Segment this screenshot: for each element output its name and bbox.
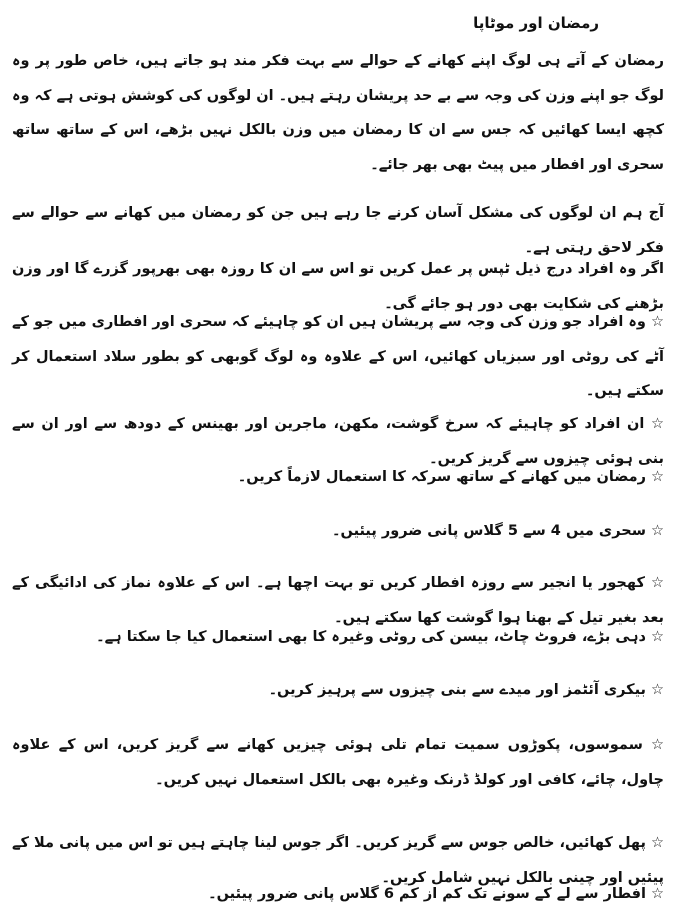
tip-item-dates: ☆ کھجور یا انجیر سے روزہ افطار کریں تو بہت اچھا ہے۔ اس کے علاوہ نماز کی ادائیگی کے بعد بغیر تیل کے بھنا ہوا گوشت کھا سکتے ہیں۔ <box>12 575 664 626</box>
article-title: رمضان اور موٹاپا <box>473 14 599 32</box>
tip-item-fruit: ☆ پھل کھائیں، خالص جوس سے گریز کریں۔ اگر جوس لینا چاہتے ہیں تو اس میں پانی ملا کے پیئیں اور چینی بالکل نہیں شامل کریں۔ <box>12 835 664 886</box>
tip-item-whole-wheat: ☆ وہ افراد جو وزن کی وجہ سے پریشان ہیں ان کو چاہیئے کہ سحری اور افطاری میں جو کے آٹے کی روٹی اور سبزیاں کھائیں، اس کے علاوہ وہ لوگ گوبھی کو بطور سلاد استعمال کر سکتے ہیں۔ <box>12 314 664 399</box>
tip-item-vinegar: ☆ رمضان میں کھانے کے ساتھ سرکہ کا استعمال لازماً کریں۔ <box>237 469 664 485</box>
paragraph-purpose: آج ہم ان لوگوں کی مشکل آسان کرنے جا رہے ہیں جن کو رمضان میں کھانے سے حوالے سے فکر لاحق رہتی ہے۔ <box>12 205 664 256</box>
tip-item-water-iftar: ☆ افطار سے لے کے سونے تک کم از کم 6 گلاس پانی ضرور پیئیں۔ <box>208 886 664 902</box>
paragraph-tips-intro: اگر وہ افراد درج ذیل ٹپس پر عمل کریں تو اس سے ان کا روزہ بھی بھرپور گزرے گا اور وزن بڑھنے کی شکایت بھی دور ہو جائے گی۔ <box>12 261 664 312</box>
tip-item-dahi-baray: ☆ دہی بڑے، فروٹ چاٹ، بیسن کی روٹی وغیرہ کا بھی استعمال کیا جا سکتا ہے۔ <box>96 629 664 645</box>
tip-item-red-meat: ☆ ان افراد کو چاہیئے کہ سرخ گوشت، مکھن، ماجرین اور بھینس کے دودھ سے اور ان سے بنی ہوئی چیزوں سے گریز کریں۔ <box>12 416 664 467</box>
tip-item-bakery: ☆ بیکری آئٹمز اور میدے سے بنی چیزوں سے پرہیز کریں۔ <box>268 682 664 698</box>
tip-item-water-sehri: ☆ سحری میں 4 سے 5 گلاس پانی ضرور پیئیں۔ <box>332 523 664 539</box>
intro-paragraph: رمضان کے آتے ہی لوگ اپنے کھانے کے حوالے سے بہت فکر مند ہو جاتے ہیں، خاص طور پر وہ لوگ جو اپنے وزن کی وجہ سے بے حد پریشان رہتے ہیں۔ ان لوگوں کی کوشش ہوتی ہے کہ وہ کچھ ایسا کھائیں کہ جس سے ان کا رمضان میں وزن بالکل نہیں بڑھے، اس کے ساتھ ساتھ سحری اور افطار میں پیٹ بھی بھر جائے۔ <box>12 53 664 173</box>
tip-item-fried-food: ☆ سموسوں، پکوڑوں سمیت تمام تلی ہوئی چیزیں کھانے سے گریز کریں، اس کے علاوہ چاول، چائے، کافی اور کولڈ ڈرنک وغیرہ بھی بالکل استعمال نہیں کریں۔ <box>12 737 664 788</box>
